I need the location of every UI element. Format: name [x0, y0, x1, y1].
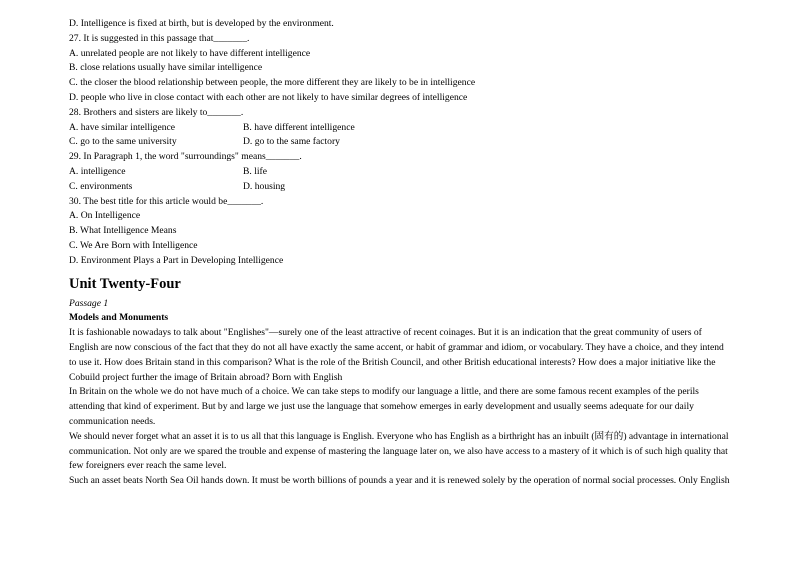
- q29-option-b: B. life: [243, 165, 267, 177]
- q29-option-d: D. housing: [243, 180, 286, 192]
- q27-option-a: A. unrelated people are not likely to have different intelligence: [69, 47, 311, 59]
- q28-options-row-2: [69, 135, 733, 150]
- q26-option-d: D. Intelligence is fixed at birth, but is developed by the environment.: [69, 18, 334, 29]
- q29-options-row-2: [69, 180, 733, 195]
- passage-paragraph-3: We should never forget what an asset it is to us all that this language is English. Everyone who has English as a birthright has an inbuilt (固有的) advantage in international communication. Not only are we spared the trouble and expense of mastering the language later on, we also have access to a mastery of it which is of such high quality that few foreigners ever reach the same level.: [69, 430, 729, 472]
- q27-option-c: C. the closer the blood relationship between people, the more different they are likely to be in intelligence: [69, 77, 476, 89]
- q29-stem: 29. In Paragraph 1, the word "surroundings" means_______.: [69, 151, 302, 163]
- document-page: [69, 17, 733, 489]
- q29-options-row-1: [69, 165, 733, 180]
- passage-label: Passage 1: [69, 297, 109, 309]
- q28-stem: 28. Brothers and sisters are likely to_______.: [69, 106, 244, 118]
- q27-option-b: B. close relations usually have similar intelligence: [69, 62, 263, 74]
- passage-paragraph-4: Such an asset beats North Sea Oil hands down. It must be worth billions of pounds a year and it is renewed solely by the operation of normal social processes. Only English: [69, 475, 730, 487]
- q27-option-d: D. people who live in close contact with each other are not likely to have similar degrees of intelligence: [69, 91, 468, 103]
- q28-option-c: C. go to the same university: [69, 136, 177, 148]
- q28-option-b: B. have different intelligence: [243, 121, 355, 133]
- q27-stem: 27. It is suggested in this passage that_______.: [69, 32, 250, 44]
- q28-options-row-1: [69, 121, 733, 136]
- passage-heading: Models and Monuments: [69, 312, 169, 324]
- q30-stem: 30. The best title for this article would be_______.: [69, 195, 264, 207]
- q29-option-a: A. intelligence: [69, 165, 126, 177]
- q29-option-c: C. environments: [69, 180, 133, 192]
- q30-option-a: A. On Intelligence: [69, 210, 141, 222]
- q28-option-d: D. go to the same factory: [243, 136, 340, 148]
- q30-option-c: C. We Are Born with Intelligence: [69, 239, 198, 251]
- q30-option-b: B. What Intelligence Means: [69, 225, 177, 237]
- q30-option-d: D. Environment Plays a Part in Developing Intelligence: [69, 254, 284, 266]
- passage-paragraph-1: It is fashionable nowadays to talk about "Englishes"—surely one of the least attractive of recent coinages. But it is an indication that the great community of users of English are now conscious of the fact that they do not all have exactly the same accent, or habit of grammar and idiom, or vocabulary. They have a choice, and they intend to use it. How does Britain stand in this comparison? What is the role of the British Council, and other British educational interests? How does a major initiative like the Cobuild project further the image of Britain abroad? Born with English: [69, 327, 724, 383]
- passage-paragraph-2: In Britain on the whole we do not have much of a choice. We can take steps to modify our language a little, and there are some famous recent examples of the perils attending that kind of experiment. But by and large we just use the language that somehow emerges in early development and usually seems adequate for our daily communication needs.: [69, 386, 699, 427]
- q28-option-a: A. have similar intelligence: [69, 121, 176, 133]
- unit-title: Unit Twenty-Four: [69, 275, 181, 292]
